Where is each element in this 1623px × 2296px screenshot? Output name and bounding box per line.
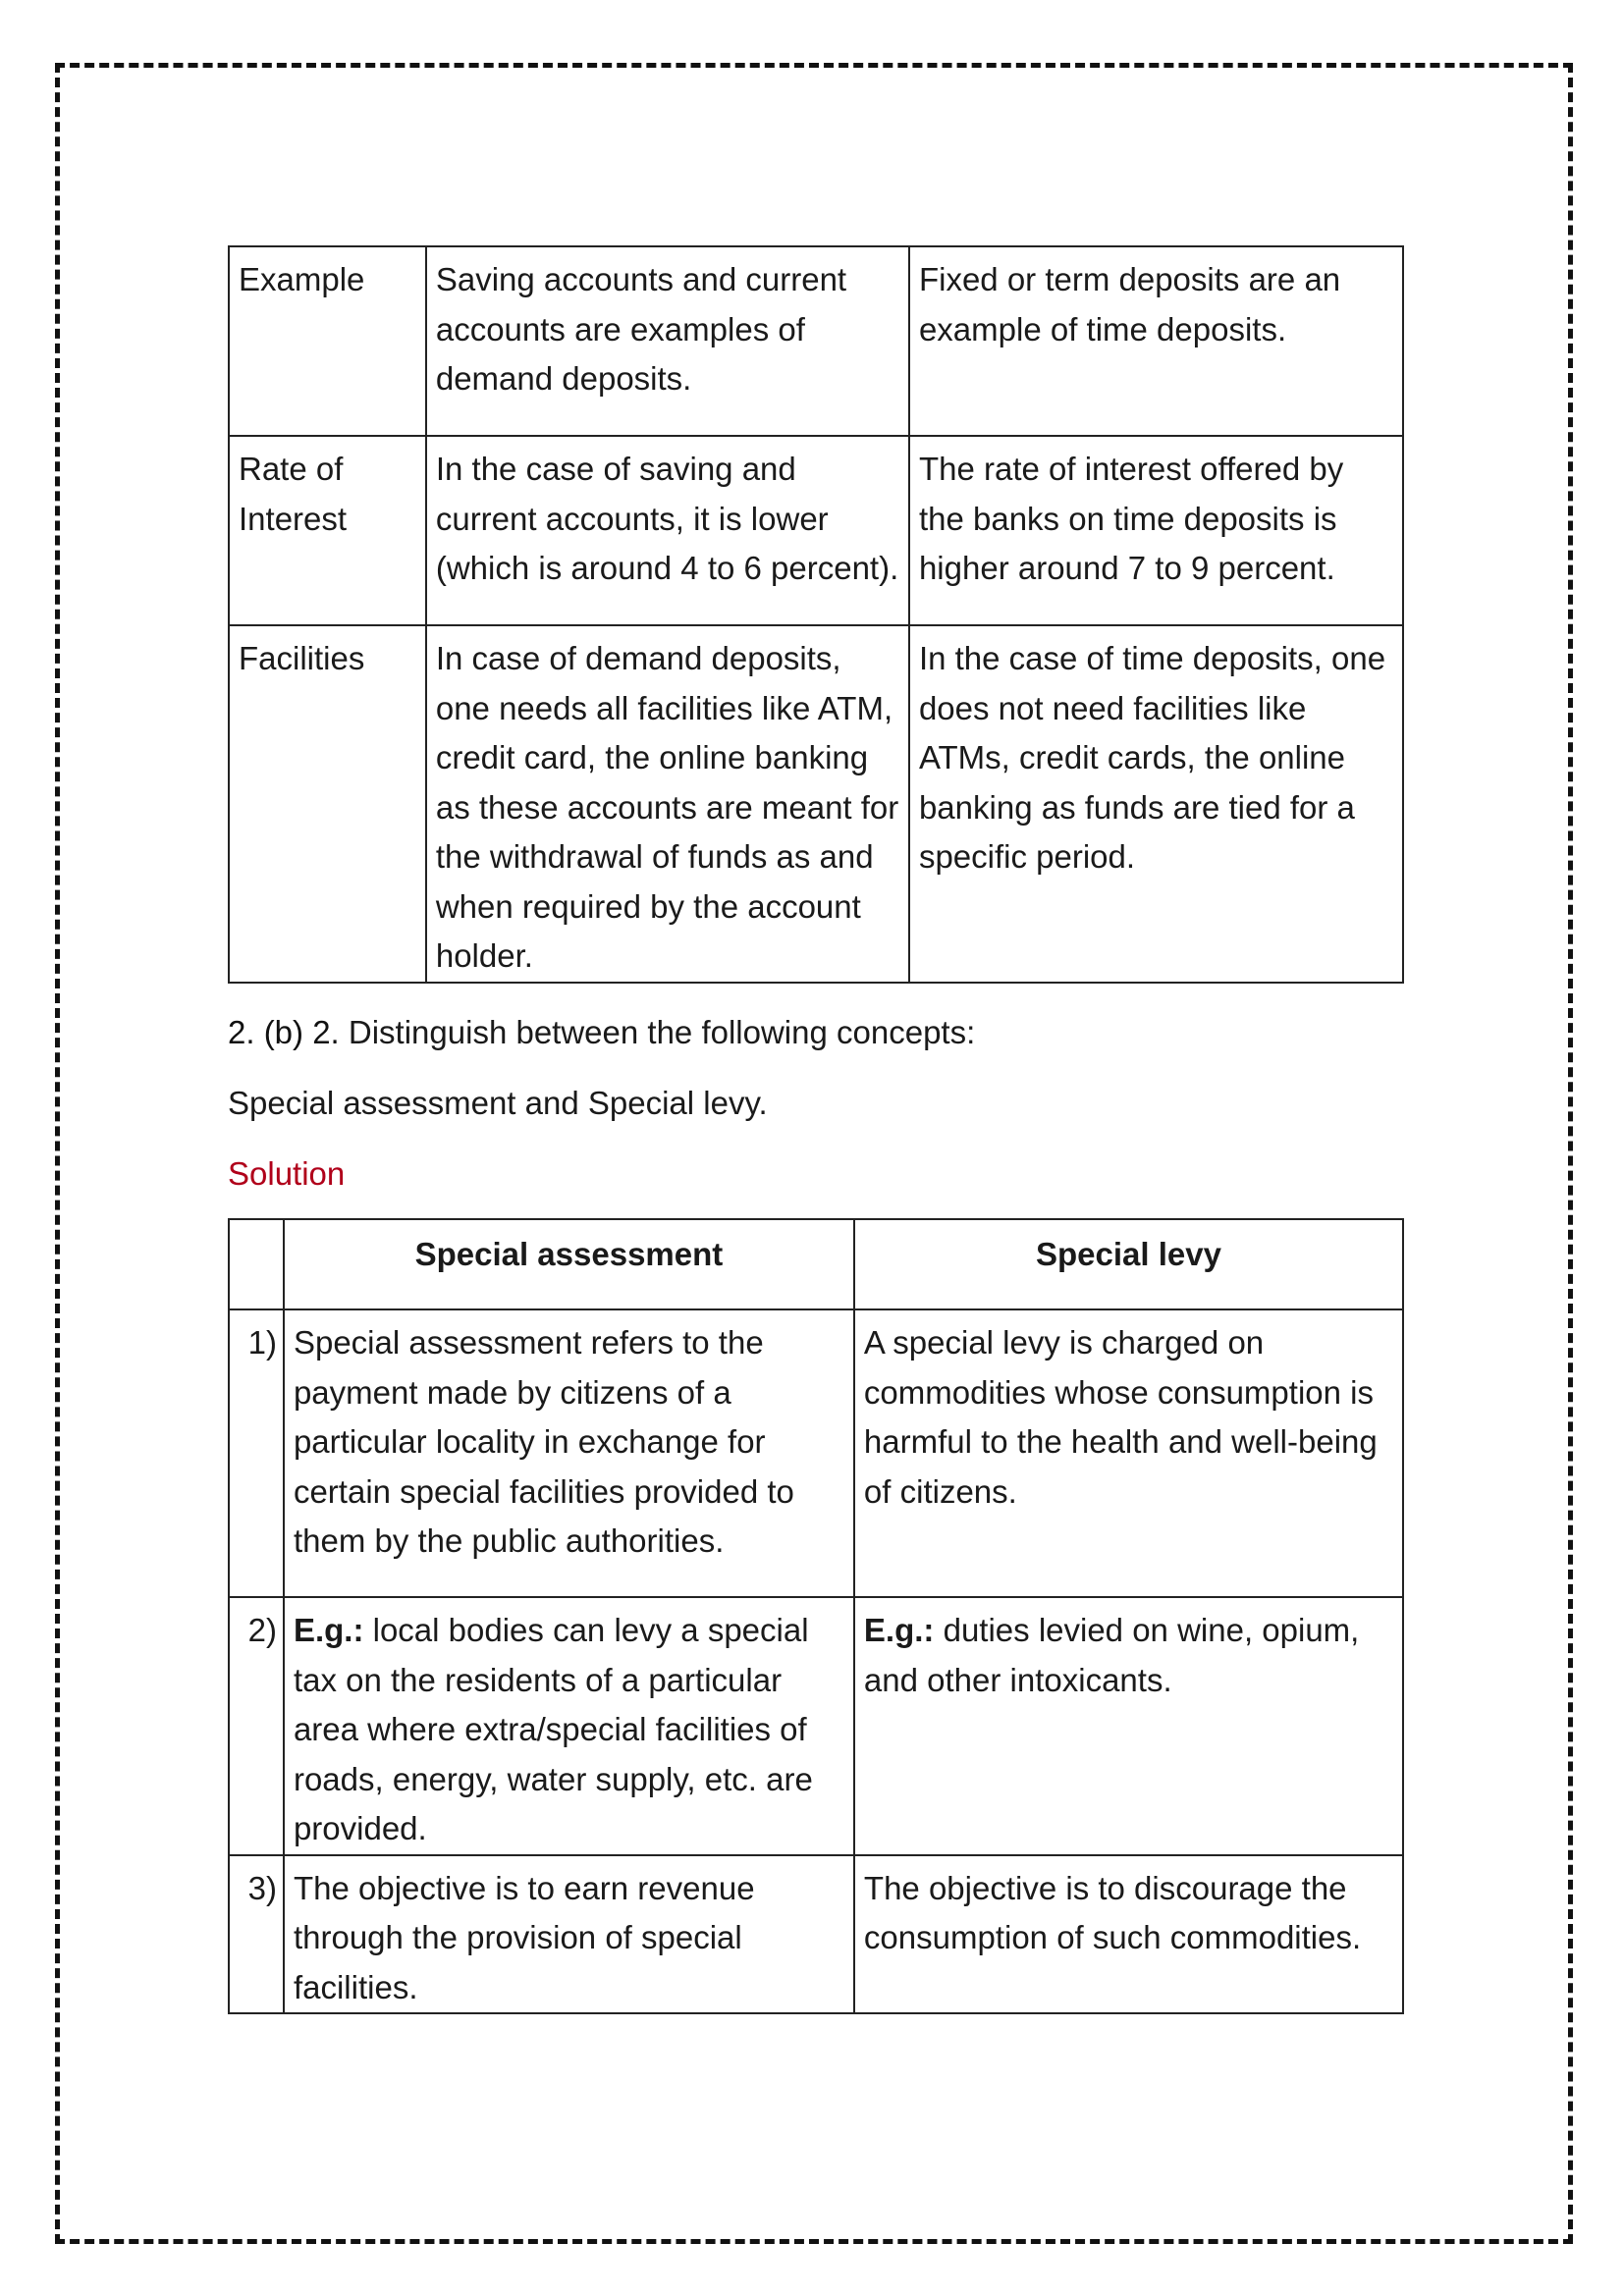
example-prefix: E.g.: (293, 1612, 364, 1648)
time-deposit-cell: In the case of time deposits, one does not need facilities like ATMs, credit cards, the online banking as funds are tied for a specific period. (909, 625, 1403, 983)
time-deposit-cell: Fixed or term deposits are an example of time deposits. (909, 246, 1403, 436)
table-header-row (229, 1219, 1403, 1309)
row-label: Facilities (229, 625, 426, 983)
row-number: 3) (229, 1855, 284, 2014)
assessment-text: The objective is to earn revenue through the provision of special facilities. (293, 1869, 755, 2005)
assessment-cell (284, 1309, 854, 1597)
deposits-comparison-table (228, 245, 1404, 984)
header-number (229, 1219, 284, 1309)
demand-deposit-cell: In the case of saving and current accounts, it is lower (which is around 4 to 6 percent). (426, 436, 909, 625)
special-assessment-levy-table (228, 1218, 1404, 2014)
time-deposit-cell: The rate of interest offered by the banks on time deposits is higher around 7 to 9 percent. (909, 436, 1403, 625)
table-row (229, 246, 1403, 436)
table-row (229, 1597, 1403, 1855)
assessment-text: Special assessment refers to the payment made by citizens of a particular locality in exchange for certain special facilities provided to them by the public authorities. (293, 1324, 794, 1559)
levy-text: The objective is to discourage the consumption of such commodities. (863, 1869, 1362, 1955)
question-heading (228, 1011, 975, 1054)
header-special-assessment: Special assessment (284, 1219, 854, 1309)
row-label: Rate of Interest (229, 436, 426, 625)
table-row (229, 1309, 1403, 1597)
levy-text: duties levied on wine, opium, and other intoxicants. (863, 1612, 1360, 1698)
assessment-cell (284, 1855, 854, 2014)
question-text: Distinguish between the following concepts: (348, 1014, 976, 1050)
demand-deposit-cell: Saving accounts and current accounts are examples of demand deposits. (426, 246, 909, 436)
levy-cell (854, 1309, 1403, 1597)
example-prefix: E.g.: (863, 1612, 935, 1648)
levy-text: A special levy is charged on commodities whose consumption is harmful to the health and well-being of citizens. (863, 1324, 1378, 1510)
assessment-text: local bodies can levy a special tax on the residents of a particular area where extra/special facilities of roads, energy, water supply, etc. are provided. (293, 1612, 813, 1846)
levy-cell (854, 1597, 1403, 1855)
question-number: 2. (b) 2. (228, 1014, 340, 1050)
row-number: 1) (229, 1309, 284, 1597)
demand-deposit-cell: In case of demand deposits, one needs all facilities like ATM, credit card, the online banking as these accounts are meant for the withdrawal of funds as and when required by the account holder. (426, 625, 909, 983)
row-label: Example (229, 246, 426, 436)
assessment-cell (284, 1597, 854, 1855)
solution-label: Solution (228, 1155, 346, 1192)
row-number: 2) (229, 1597, 284, 1855)
table-row (229, 436, 1403, 625)
levy-cell (854, 1855, 1403, 2014)
question-subtext: Special assessment and Special levy. (228, 1085, 768, 1121)
table-row (229, 625, 1403, 983)
table-row (229, 1855, 1403, 2014)
header-special-levy: Special levy (854, 1219, 1403, 1309)
